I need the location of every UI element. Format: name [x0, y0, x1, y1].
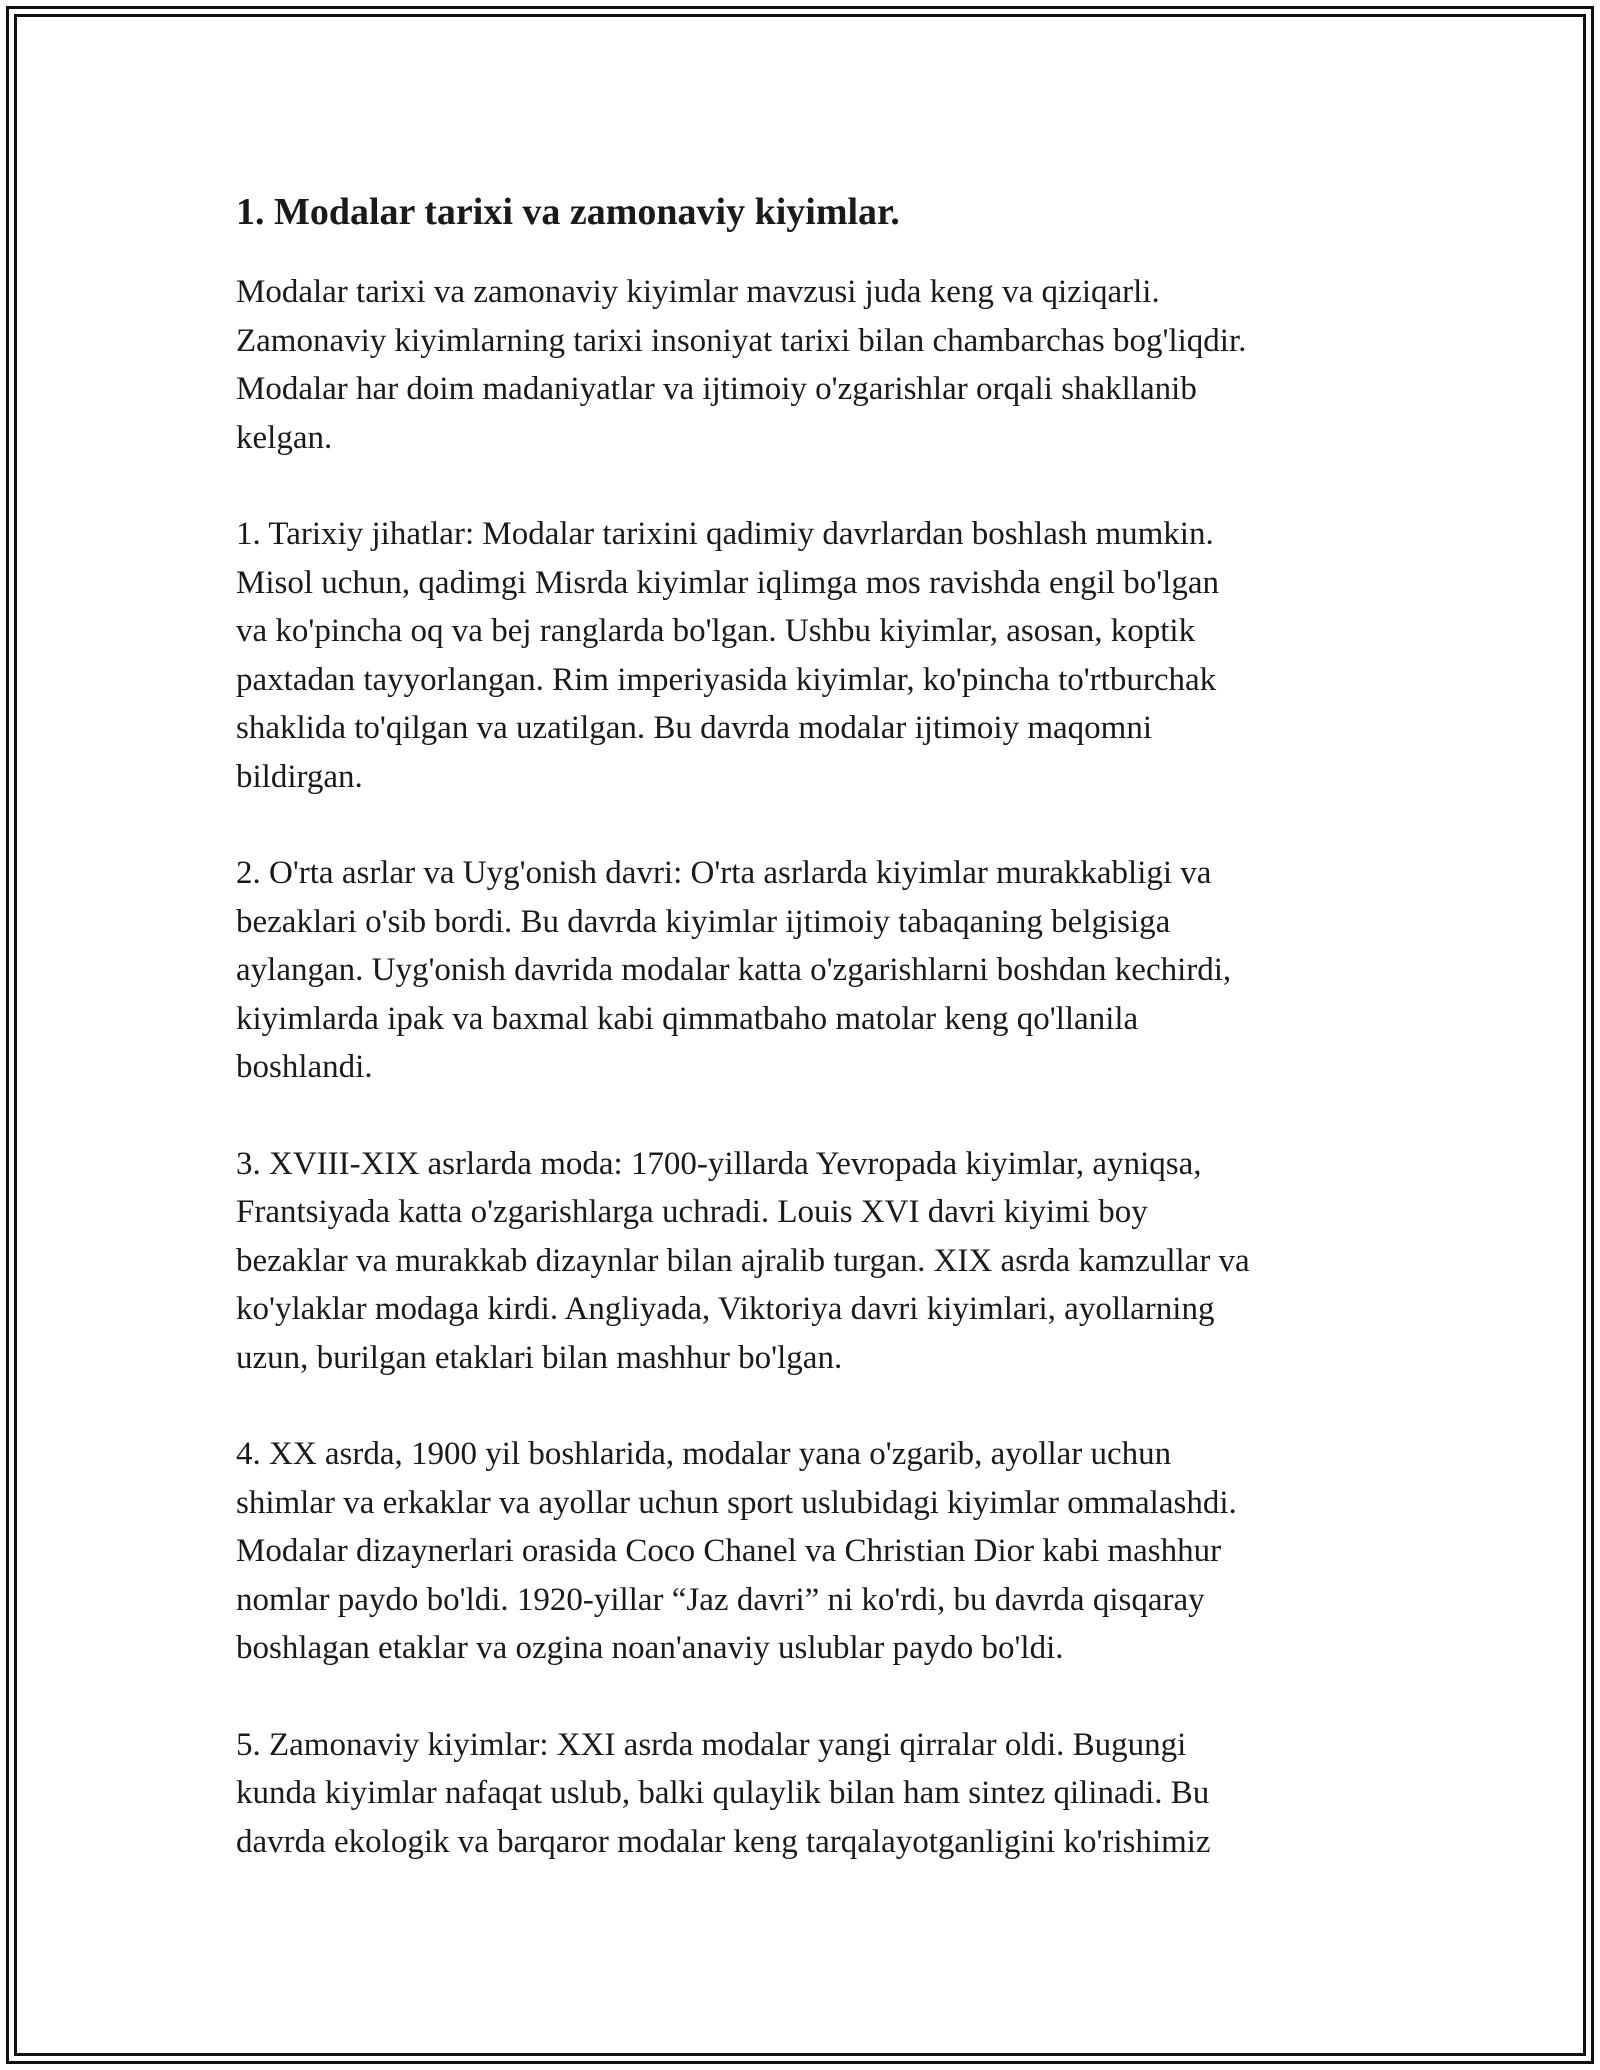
- paragraph-line: bezaklar va murakkab dizaynlar bilan ajralib turgan. XIX asrda kamzullar va: [236, 1242, 1250, 1279]
- paragraph-line: bildirgan.: [236, 758, 363, 795]
- paragraph: [236, 1430, 1386, 1673]
- paragraph-line: bezaklari o'sib bordi. Bu davrda kiyimlar ijtimoiy tabaqaning belgisiga: [236, 903, 1171, 940]
- paragraph-line: boshlagan etaklar va ozgina noan'anaviy uslublar paydo bo'ldi.: [236, 1630, 1064, 1666]
- paragraph-line: va ko'pincha oq va bej ranglarda bo'lgan. Ushbu kiyimlar, asosan, koptik: [236, 613, 1196, 649]
- paragraph: [236, 268, 1386, 462]
- paragraph-line: shaklida to'qilgan va uzatilgan. Bu davrda modalar ijtimoiy maqomni: [236, 710, 1152, 746]
- paragraph-list: [236, 268, 1386, 1866]
- paragraph-line: 5. Zamonaviy kiyimlar: XXI asrda modalar yangi qirralar oldi. Bugungi: [236, 1726, 1187, 1763]
- paragraph-line: Modalar tarixi va zamonaviy kiyimlar mavzusi juda keng va qiziqarli.: [236, 274, 1160, 310]
- paragraph-line: ko'ylaklar modaga kirdi. Angliyada, Viktoriya davri kiyimlari, ayollarning: [236, 1291, 1215, 1327]
- paragraph: [236, 510, 1386, 801]
- paragraph-line: Modalar dizaynerlari orasida Coco Chanel va Christian Dior kabi mashhur: [236, 1533, 1222, 1569]
- paragraph-line: nomlar paydo bo'ldi. 1920-yillar “Jaz davri” ni ko'rdi, bu davrda qisqaray: [236, 1581, 1205, 1618]
- paragraph-line: kiyimlarda ipak va baxmal kabi qimmatbaho matolar keng qo'llanila: [236, 1000, 1139, 1037]
- paragraph-line: Misol uchun, qadimgi Misrda kiyimlar iqlimga mos ravishda engil bo'lgan: [236, 564, 1219, 601]
- paragraph-line: davrda ekologik va barqaror modalar keng tarqalayotganligini ko'rishimiz: [236, 1823, 1211, 1860]
- paragraph-line: shimlar va erkaklar va ayollar uchun sport uslubidagi kiyimlar ommalashdi.: [236, 1484, 1237, 1521]
- paragraph: [236, 1140, 1386, 1383]
- paragraph-line: Modalar har doim madaniyatlar va ijtimoiy o'zgarishlar orqali shakllanib: [236, 371, 1197, 407]
- paragraph-line: 2. O'rta asrlar va Uyg'onish davri: O'rta asrlarda kiyimlar murakkabligi va: [236, 855, 1212, 891]
- paragraph: [236, 849, 1386, 1092]
- document-title: 1. Modalar tarixi va zamonaviy kiyimlar.: [236, 191, 900, 233]
- paragraph-line: kunda kiyimlar nafaqat uslub, balki qulaylik bilan ham sintez qilinadi. Bu: [236, 1775, 1210, 1811]
- paragraph-line: boshlandi.: [236, 1049, 373, 1085]
- paragraph-line: Zamonaviy kiyimlarning tarixi insoniyat tarixi bilan chambarchas bog'liqdir.: [236, 322, 1247, 359]
- paragraph-line: kelgan.: [236, 419, 333, 456]
- paragraph-line: 3. XVIII-XIX asrlarda moda: 1700-yillarda Yevropada kiyimlar, ayniqsa,: [236, 1145, 1202, 1182]
- paragraph-line: paxtadan tayyorlangan. Rim imperiyasida kiyimlar, ko'pincha to'rtburchak: [236, 661, 1217, 698]
- document-body: [236, 186, 1386, 1914]
- paragraph-line: aylangan. Uyg'onish davrida modalar katta o'zgarishlarni boshdan kechirdi,: [236, 952, 1232, 988]
- paragraph-line: 1. Tarixiy jihatlar: Modalar tarixini qadimiy davrlardan boshlash mumkin.: [236, 516, 1214, 552]
- paragraph: [236, 1721, 1386, 1867]
- paragraph-line: Frantsiyada katta o'zgarishlarga uchradi. Louis XVI davri kiyimi boy: [236, 1194, 1148, 1230]
- paragraph-line: uzun, burilgan etaklari bilan mashhur bo'lgan.: [236, 1339, 843, 1376]
- paragraph-line: 4. XX asrda, 1900 yil boshlarida, modalar yana o'zgarib, ayollar uchun: [236, 1436, 1172, 1472]
